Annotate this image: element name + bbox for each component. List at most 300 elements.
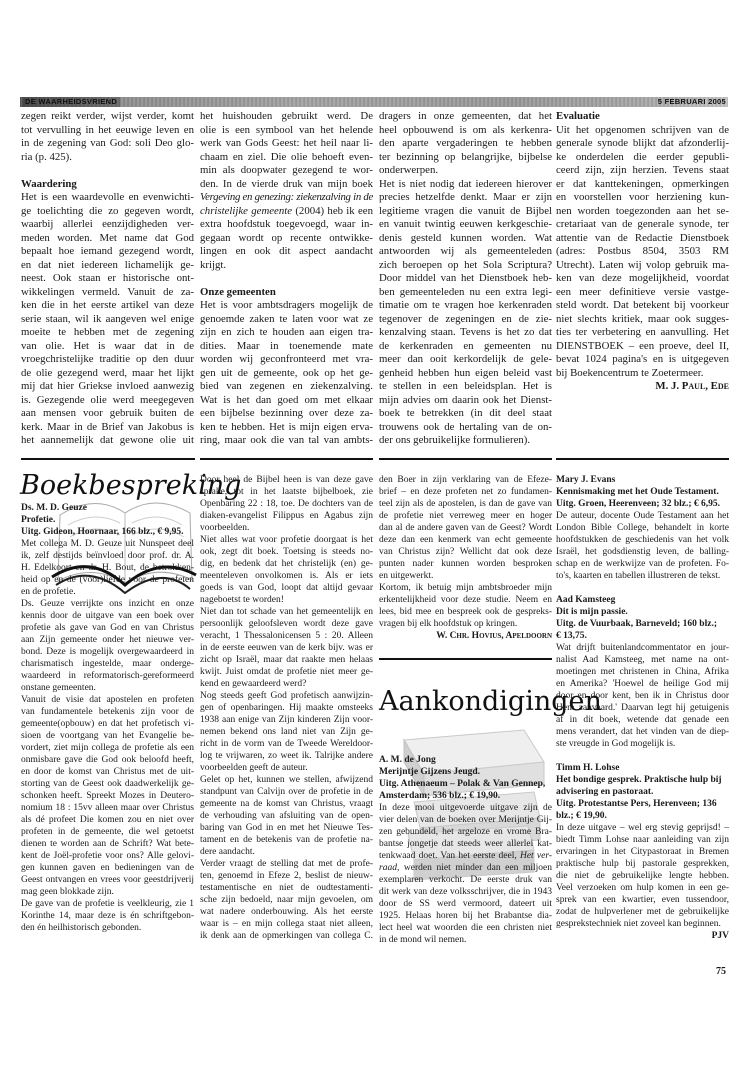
page-number: 75	[716, 966, 726, 977]
section-divider	[556, 458, 729, 460]
text-line: London Bible College, behandelt in korte	[556, 523, 729, 533]
text-line: een meer definitieve versie vastge-	[556, 285, 729, 298]
announcement-column-2	[556, 474, 729, 942]
text-line: Utrecht). Laten wij volop gebruik ma-	[556, 258, 729, 271]
text-line: bond. Deze is mogelijk overgewaardeerd in	[21, 647, 194, 657]
text-line: van olie. Het is waar dat in de	[21, 339, 194, 352]
text-line: meenteleven onvolkomen is. Als er iets	[200, 571, 373, 581]
text-line: Uitg. Groen, Heerenveen; 32 blz.; € 6,95.	[556, 499, 721, 509]
paragraph	[200, 858, 373, 942]
text-line: Evaluatie	[556, 110, 600, 122]
text-line: Uitg. Athenaeum – Polak & Van Gennep,	[379, 779, 546, 789]
text-line: ten, genoemd in Efeze 2, beslist de nieuw-	[200, 871, 373, 881]
text-line: bantse jongetje dat steeds weer allerlei kat-	[379, 839, 552, 849]
text-segment: , werden niet minder dan een miljoen	[396, 863, 552, 873]
text-line: precies hetzelfde denkt. Maar er zijn	[379, 191, 552, 203]
text-line: en dat niet iedereen lichamelijk ge-	[21, 258, 194, 271]
text-line: gen of openbaringen. Hij maakte omsteeks	[200, 703, 373, 713]
text-line: vordert, ziet mijn collega de profetie als een	[21, 743, 194, 753]
text-line: aan Zijn gemeente onder het nieuwe ver-	[21, 635, 194, 645]
text-line: gemeente(opbouw) en dat het profetisch vi-	[21, 719, 194, 729]
italic-text: raad	[379, 863, 397, 873]
text-line: In deze mooi uitgevoerde uitgave zijn de	[379, 803, 552, 813]
book-info	[379, 754, 552, 802]
text-line: ria (p. 425).	[21, 150, 72, 163]
text-line: ervaringen in het Citypastoraat in Bremen	[556, 847, 729, 857]
text-line: heid op en de (voor)liefde voor de profeten	[21, 575, 194, 585]
text-line: mag geen blokkade zijn.	[21, 887, 114, 897]
text-line: olie is een symbool van het helende	[200, 123, 373, 136]
text-line: waardeerd in reformatorisch-gereformeerd	[21, 671, 194, 681]
book-info	[556, 762, 729, 822]
text-line: dere aandacht.	[200, 847, 255, 857]
text-line: waar is – en mijn collega staat niet alleen,	[200, 919, 373, 929]
text-line: ken te hebben. Het is mijn eigen erva-	[200, 420, 373, 433]
text-line: sioen de voortgang van het Evangelie be-	[21, 731, 194, 741]
text-line: dig, en bedenk dat het christelijk (en) ge-	[200, 559, 373, 569]
text-line: door de SS werd vermoord, dateert uit	[379, 899, 552, 909]
italic-text: christelijke gemeente	[200, 204, 293, 217]
text-line: attentie van de Redactie Dienstboek	[556, 231, 729, 244]
text-line: mens verandert, dat het vinden van de diep-	[556, 727, 729, 737]
text-line: de kerkenraden en gemeenten nu	[379, 339, 552, 352]
paragraph-gap	[21, 164, 194, 178]
text-line: tegenover de zegeningen en de zie-	[379, 312, 552, 325]
paragraph	[21, 191, 194, 448]
text-line: Door middel van het Dienstboek heb-	[379, 272, 552, 284]
text-line	[200, 205, 373, 219]
text-line: nomium 18 : 15vv alleen maar over Christus	[21, 803, 194, 813]
text-line: extra hoofdstuk toegevoegd, waar in-	[200, 218, 373, 230]
text-line: mijn advies om daarin ook het Dienst-	[379, 393, 552, 406]
text-line: deze dan een kenmerk van echt gemeente	[379, 535, 552, 545]
text-line: Het is niet nodig dat iedereen hierover	[379, 177, 552, 190]
text-line: Veel verzoeken om hulp komen in een ge-	[556, 883, 729, 893]
text-line: en voorstellen voor herziening kun-	[556, 191, 729, 203]
text-line: veracht, 1 Thessalonicensen 5 : 20. Alleen	[200, 631, 373, 641]
paragraph	[200, 474, 373, 534]
text-line: trouwens ook de hertaling van de on-	[379, 420, 552, 433]
text-line: af in dit boek, wetende dat genade een	[556, 715, 729, 725]
text-line: teel zijn als de apostelen, is dan de gave van	[379, 499, 552, 509]
text-line: meer dan ooit kerkordelijk de gele-	[379, 353, 552, 365]
text-line: der ons gebruikelijke formulieren).	[379, 434, 531, 446]
text-line: genheid hebben hun eigen beleid vast	[379, 366, 552, 379]
text-line: zegen reikt verder, wijst verder, komt	[21, 110, 194, 122]
text-line: den Boer in zijn verklaring van de Efeze-	[379, 475, 552, 485]
text-line: Uit het opgenomen schrijven van de	[556, 123, 729, 136]
section-title-book-reviews: Boekbespreking	[20, 470, 242, 501]
section-divider	[379, 658, 552, 660]
text-line: er dat kanttekeningen, opmerkingen	[556, 177, 729, 190]
text-line: Waardering	[21, 177, 77, 190]
text-line: Het bondige gesprek. Praktische hulp bij	[556, 775, 722, 785]
text-line: vragen bij elk hoofdstuk op kringen.	[379, 619, 518, 629]
text-line: ke onderdelen die eerder gepubli-	[556, 150, 729, 163]
text-line: voorbeelden.	[200, 523, 250, 533]
text-line: gemeente na de komst van Christus, vraagt	[200, 799, 373, 809]
text-line: generale synode blijkt dat afzonderlij-	[556, 137, 729, 149]
text-line: storting van de Geest ook daadwerkelijk ge-	[21, 779, 194, 789]
text-line: en de profetie.	[21, 587, 76, 597]
text-line: A. M. de Jong	[379, 755, 436, 765]
book-info	[556, 594, 729, 642]
text-line: € 13,75.	[556, 631, 587, 641]
signature	[556, 380, 729, 394]
text-line: ge toelichting die zo gegeven wordt,	[21, 204, 194, 217]
article-column-1	[21, 110, 194, 448]
text-line: timatie om te vragen hoe kerkenraden	[379, 299, 552, 311]
text-line: gegaan wordt op recente ontwikke-	[200, 231, 373, 244]
subheading	[200, 286, 373, 300]
text-line: Ds. Geuze verrijkte ons inzicht en onze	[21, 599, 194, 609]
text-line: waarbij allerlei eenzijdigheden ver-	[21, 218, 194, 230]
text-line: wikkelingen vermeld. Vanuit de za-	[21, 285, 194, 298]
text-line: min als doopwater gezegend te wor-	[200, 164, 373, 176]
text-line: baring van God in en met het Nieuwe Tes-	[200, 823, 373, 833]
text-line: heel opbouwend is om als kerkenra-	[379, 123, 552, 136]
text-line: Aad Kamsteeg	[556, 595, 616, 605]
paragraph-gap	[200, 272, 373, 286]
book-info	[21, 502, 194, 538]
text-line: De auteur, docente Oude Testament aan het	[556, 511, 729, 521]
text-line: Gelet op het, kunnen we stellen, afwijzend	[200, 775, 373, 785]
text-line: werk van Gods Geest: het heil naar li-	[200, 137, 373, 149]
paragraph	[21, 694, 194, 898]
text-line: onstane gemeenten.	[21, 683, 96, 693]
text-line: nageboetst te worden!	[200, 595, 284, 605]
text-line: ter bezinning op belangrijke, bijbelse	[379, 150, 552, 163]
issue-date: 5 FEBRUARI 2005	[657, 97, 726, 106]
text-line: moeite te hebben met de zegening	[21, 326, 194, 338]
text-line: persoonlijk geloofsleven wordt deze gave	[200, 619, 373, 629]
text-line: sche zijn bedoeld, naar mijn gevoelen, om	[200, 895, 373, 905]
review-column-3	[379, 474, 552, 642]
paragraph	[200, 534, 373, 606]
text-line: blz.; € 19,90.	[556, 811, 607, 821]
text-line: zen gebundeld, het argeloze en vrome Bra-	[379, 827, 552, 837]
text-line: en door de komst van Christus met de uit-	[21, 767, 194, 777]
text-line: chaam en ziel. Die olie behoeft even-	[200, 150, 373, 163]
text-line: van fundamentele betekenis zijn voor de	[21, 707, 194, 717]
text-line: kend en gewaardeerd werd?	[200, 679, 307, 689]
text-line: Korinthe 14, maar deze is én schriftgebon-	[21, 911, 194, 921]
text-line: goeds is van God, loopt dat altijd gevaar	[200, 583, 373, 593]
text-line: lect heel wat woorden die een christen niet	[379, 923, 552, 933]
text-line: Amsterdam; 536 blz.; € 19,90.	[379, 791, 501, 801]
text-line: Mary J. Evans	[556, 475, 616, 485]
text-line: te stellen in een beleidsplan. Het is	[379, 380, 552, 392]
text-line: Onze gemeenten	[200, 285, 276, 298]
text-line: Uitg. Gideon, Hoornaar, 166 blz., € 9,95.	[21, 527, 184, 537]
text-line: aan mensen voor gebruik buiten de	[21, 407, 194, 419]
text-line: nalist Aad Kamsteeg, met name na ont-	[556, 655, 729, 665]
text-line: de verhouding van afsluiting van de open-	[200, 811, 373, 821]
text-line: dan al de andere gaven van de Geest? Wordt	[379, 523, 552, 533]
text-line: tot vervulling in het eeuwige leven en	[21, 123, 194, 136]
text-line: richt in de vorm van de Tweede Wereldoor-	[200, 739, 373, 749]
text-line: antwoorden wij als gemeenteleden	[379, 245, 552, 257]
article-column-3	[379, 110, 552, 448]
text-line: lees, bid mee en bespreek ook de gespreks-	[379, 607, 552, 617]
section-divider	[21, 458, 195, 460]
text-line: to's, kaarten en tabellen illustreren de tekst.	[556, 571, 721, 581]
text-line: Profetie.	[21, 515, 56, 525]
text-line: Het is een waardevolle en evenwichti-	[21, 191, 194, 203]
text-line: bied van zegenen en ziekenzalving.	[200, 380, 373, 392]
text-line: Timm H. Lohse	[556, 763, 620, 773]
text-line	[379, 862, 552, 874]
paragraph	[21, 110, 194, 164]
text-line: gen kunnen gaven en bedieningen van de	[21, 863, 194, 873]
paragraph	[21, 898, 194, 934]
paragraph	[379, 110, 552, 178]
paragraph	[556, 510, 729, 582]
text-line: DIENSTBOEK – een proeve, deel II,	[556, 339, 729, 352]
text-line: lingen en ook dit aspect aandacht	[200, 245, 373, 257]
text-line: vroegchristelijke traditie op den duur	[21, 353, 194, 365]
text-line: ste vreugde in God mogelijk is.	[556, 739, 676, 749]
text-line: ook, zegt dit boek. Toetsing is steeds no-	[200, 547, 373, 557]
italic-text: Het ver-	[519, 851, 553, 861]
signature	[556, 930, 729, 942]
text-line	[200, 191, 373, 205]
text-line: is. Gezegende olie werd meegegeven	[21, 393, 194, 406]
text-line: wat nadere onderbouwing. Als het eerste	[200, 907, 373, 917]
text-line: nemen bekend ons land niet van Zijn ge-	[200, 727, 373, 737]
text-line: mij dat hier Griekse invloed aanwezig	[21, 380, 194, 392]
signature	[379, 630, 552, 642]
text-line: H. Edelkoort en dr. H. Bout, de betrokken-	[21, 563, 194, 573]
text-line: een bijbelse bezinning over deze za-	[200, 407, 373, 419]
text-line: Uitg. de Vuurbaak, Barneveld; 160 blz.;	[556, 619, 717, 629]
text-line: Hem aanvaard.' Daarvan legt hij getuigenis	[556, 703, 729, 713]
text-line: Kennismaking met het Oude Testament.	[556, 487, 719, 497]
text-line: Wat drijft buitenlandcommentator en jour-	[556, 643, 729, 653]
subheading	[556, 110, 729, 124]
text-line: exemplaren verkocht. De eerste druk van	[379, 875, 552, 885]
text-line: hoofdstukken de geschiedenis van het volk	[556, 535, 729, 545]
article-column-4	[556, 110, 729, 394]
text-line: en vanuit twintig eeuwen kerkgeschie-	[379, 218, 552, 230]
text-line: boek te betrekken (in dit deel staat	[379, 407, 552, 419]
text-line: W. Chr. Hovius, Apeldoorn	[436, 631, 552, 641]
text-line: denis gesteld kunnen worden. Wat	[379, 231, 552, 244]
text-line: Niet alles wat voor profetie doorgaat is het	[200, 535, 373, 545]
text-line: profetie als gave van God en van Christus	[21, 623, 194, 633]
text-line: den aparte vergaderingen te hebben	[379, 137, 552, 149]
text-line: erkentelijkheid voor deze studie. Neem en	[379, 595, 552, 605]
text-line: punten nader kunnen worden besproken	[379, 559, 552, 569]
text-line: kent de Joël-profetie voor ons? Alle gelovi-	[21, 851, 194, 861]
text-line: den én heilhistorisch gebonden.	[21, 923, 142, 933]
text-line: schonken heeft. Spreekt Mozes in Deutero-	[21, 791, 194, 801]
text-line: het huishouden gebruikt werd. De	[200, 110, 373, 122]
text-line: ik denk aan de opmerkingen van collega C.	[200, 931, 373, 941]
text-line: dit werk van deze volksschrijver, die in 1943	[379, 887, 552, 897]
paragraph	[379, 474, 552, 582]
text-line: praktische hulp bij pastorale gesprekken,	[556, 859, 729, 869]
text-line: ceerd zijn, zijn herzien. Tevens staat	[556, 164, 729, 176]
paragraph	[200, 299, 373, 448]
text-line: tament en de betekenis van de profetie na-	[200, 835, 373, 845]
text-line: In deze uitgave – wel erg stevig geprijsd! –	[556, 823, 729, 833]
review-column-1	[21, 502, 194, 934]
text-line: advisering en pastoraat.	[556, 787, 654, 797]
text-line: kerk. Maar in de Brief van Jakobus is	[21, 420, 194, 433]
text-line: als dé profeet Die komen zou en niet over	[21, 815, 194, 825]
text-line: legitieme vragen die vanuit de Bijbel	[379, 204, 552, 217]
text-line: Wat is het dan goed om met elkaar	[200, 393, 373, 406]
paragraph	[556, 822, 729, 930]
paragraph	[200, 774, 373, 858]
text-line: dities. Maar in toenemende mate	[200, 339, 373, 352]
text-line: krijgt.	[200, 258, 227, 271]
paragraph	[200, 110, 373, 272]
text-line: zodat de hulpverlener met de gebruikelijke	[556, 907, 729, 917]
text-segment: tenkwaad doet. Van het eerste deel,	[379, 851, 520, 861]
text-line: profeten in de gemeente, die wel getoetst	[21, 827, 194, 837]
text-line: onmisbare gave die God ook beloofd heeft,	[21, 755, 194, 765]
text-line: het aannemelijk dat gewone olie uit	[21, 434, 194, 446]
section-divider	[200, 458, 373, 460]
text-line: kennis door de uitgave van een boek over	[21, 611, 194, 621]
text-line: moetingen met christenen in China, Afrika	[556, 667, 729, 677]
text-line: niet slechts kritiek, maar ook sugges-	[556, 312, 729, 325]
paragraph	[379, 178, 552, 448]
text-line: Verder vraagt de stelling dat met de profe-	[200, 859, 373, 869]
text-line: serie staan, wil ik aangeven wel enige	[21, 312, 194, 325]
paragraph-gap	[556, 750, 729, 762]
text-line: meden worden. Met name dat God	[21, 231, 194, 244]
text-line: de profetie niet verreweg meer en hoger	[379, 511, 552, 521]
paragraph-gap	[556, 582, 729, 594]
review-column-2	[200, 474, 373, 942]
text-line: worden wij geconfronteerd met vra-	[200, 353, 373, 365]
section-divider	[379, 458, 552, 460]
text-line: kwijt. Juist omdat de profetie niet meer ge-	[200, 667, 373, 677]
text-line: zich beroepen op het Sola Scriptura?	[379, 258, 552, 271]
text-line: steld wordt. Dat betekent bij voorkeur	[556, 299, 729, 311]
text-line: dienen te worden aan de Schrift? Wat bete-	[21, 839, 194, 849]
text-line: Vanuit de visie dat apostelen en profeten	[21, 695, 194, 705]
text-line: in de mond wil nemen.	[379, 935, 467, 945]
text-line: testamentische en niet de oudtestamenti-	[200, 883, 373, 893]
text-line: Met collega M. D. Geuze uit Nunspeet deel	[21, 539, 194, 549]
announcement-column-1	[379, 754, 552, 946]
text-line: bevat 1024 pagina's en is uitgegeven	[556, 353, 729, 365]
text-line: en uitgewerkt.	[379, 571, 434, 581]
book-info	[556, 474, 729, 510]
text-line: van Christus zijn? Wellicht dat ook deze	[379, 547, 552, 557]
text-line: ring, maar ook die van tal van ambts-	[200, 434, 373, 446]
text-line: de olie gezegend werd, maar het lijkt	[21, 366, 194, 379]
article-column-2	[200, 110, 373, 448]
text-line: voorbeelden geeft de auteur.	[200, 763, 308, 773]
italic-text: Vergeving en genezing: ziekenzalving in de	[200, 191, 373, 203]
text-line: zicht op Israël, maar dat raakte men helaas	[200, 655, 373, 665]
publication-name: DE WAARHEIDSVRIEND	[22, 97, 120, 107]
text-line: Het is voor ambtsdragers mogelijk de	[200, 299, 373, 311]
text-line: vier delen van de boeken over Merijntje Gij-	[379, 815, 552, 825]
text-line: gesprekstechniek niet zoveel kan beginnen.	[556, 919, 721, 929]
text-line: M. J. Paul, Ede	[655, 380, 729, 392]
text-line: ken die in het eerste artikel van deze	[21, 299, 194, 311]
text-line: sprake, tot in het laatste bijbelboek, zie	[200, 487, 373, 497]
text-line: PJV	[711, 931, 729, 941]
text-line: onderwerpen.	[379, 164, 439, 176]
text-line: nen worden toegezonden aan het se-	[556, 204, 729, 217]
text-line: ben gemeenteleden nu een extra legi-	[379, 285, 552, 298]
text-line: ik, zelf destijds beïnvloed door prof. dr. A.	[21, 551, 194, 561]
text-line: diaken-evangelist Filippus en Agabus zijn	[200, 511, 373, 521]
text-line: zijn en zich te houden aan eigen tra-	[200, 326, 373, 338]
text-line: in de eerste eeuwen van de kerk bijv. was er	[200, 643, 373, 653]
text-line: neest. Ook staan er historische ont-	[21, 272, 194, 284]
text-line: gen uit de gemeente, ook op het ge-	[200, 366, 373, 379]
text-line: dragers in onze gemeenten, dat het	[379, 110, 552, 122]
subheading	[21, 178, 194, 192]
text-line: standpunt van Calvijn over de profetie in de	[200, 787, 373, 797]
paragraph	[21, 538, 194, 598]
text-line: 1938 aan enige van Zijn kinderen Zijn voor-	[200, 715, 373, 725]
running-header	[20, 97, 728, 107]
text-line: Israël, het godsdienstig leven, de balling-	[556, 547, 729, 557]
text-line: ken van deze mogelijkheid, voordat	[556, 272, 729, 284]
text-line: Nog steeds geeft God profetisch aanwijzin-	[200, 691, 373, 701]
text-segment: (2004) heb ik een	[292, 204, 373, 217]
text-line: en Amerika? 'Hoewel de heilige God mij	[556, 679, 729, 689]
text-line: Ds. M. D. Geuze	[21, 503, 87, 513]
text-line: schap en de werkwijze van de profeten. Fo-	[556, 559, 729, 569]
paragraph	[556, 642, 729, 750]
text-line: Uitg. Protestantse Pers, Herenveen; 136	[556, 799, 717, 809]
text-line: door en door kent, ben ik in Christus door	[556, 691, 729, 701]
text-line: genoemde zaken te laten voor wat ze	[200, 312, 373, 325]
text-line: Openbaring 22 : 18, toe. De dochters van de	[200, 499, 373, 509]
paragraph	[379, 582, 552, 630]
text-line: sprek van een kwartier, even tussendoor,	[556, 895, 729, 905]
paragraph	[21, 598, 194, 694]
paragraph	[200, 690, 373, 774]
text-line: bij Boekencentrum te Zoetermeer.	[556, 366, 704, 379]
text-line: Door heel de Bijbel heen is van deze gave	[200, 475, 373, 485]
text-line: Geest ontvangen en vrees voor geestdrijverij	[21, 875, 194, 885]
text-line: log te vrijwaren, zo weet ik. Talrijke andere	[200, 751, 373, 761]
text-line: Niet dan tot schade van het gemeentelijk en	[200, 607, 373, 617]
text-line: bepaalt hoe iemand gezegend wordt,	[21, 245, 194, 257]
text-line: ties ter verbetering en aanvulling. Het	[556, 326, 729, 338]
text-line: Merijntje Gijzens Jeugd.	[379, 767, 481, 777]
text-line: biedt Timm Lohse naar aanleiding van zijn	[556, 835, 729, 845]
text-line: brief – en deze profeten net zo fundamen-	[379, 487, 552, 497]
paragraph	[200, 606, 373, 690]
text-line: De gave van de profetie is veelkleurig, zie 1	[21, 899, 194, 909]
text-line: Dit is mijn passie.	[556, 607, 628, 617]
text-line: cretariaat van de generale synode, ter	[556, 218, 729, 230]
text-line: (adres: Postbus 8504, 3503 RM	[556, 245, 729, 257]
text-line: charismatisch ingestelde, maar onderge-	[21, 659, 194, 669]
text-line: in de zegening van God: soli Deo glo-	[21, 137, 194, 149]
paragraph	[556, 124, 729, 381]
text-line: 1925. Helaas horen bij het Brabantse dia-	[379, 911, 552, 921]
text-line: die niet de gebruikelijke lengte hebben.	[556, 871, 729, 881]
text-line: kenzalving staan. Tevens is het zo dat	[379, 326, 552, 338]
paragraph	[379, 802, 552, 946]
section-title-announcements: Aankondigingen	[379, 686, 602, 717]
text-line	[379, 850, 552, 862]
text-line: den. In de vierde druk van mijn boek	[200, 177, 373, 190]
